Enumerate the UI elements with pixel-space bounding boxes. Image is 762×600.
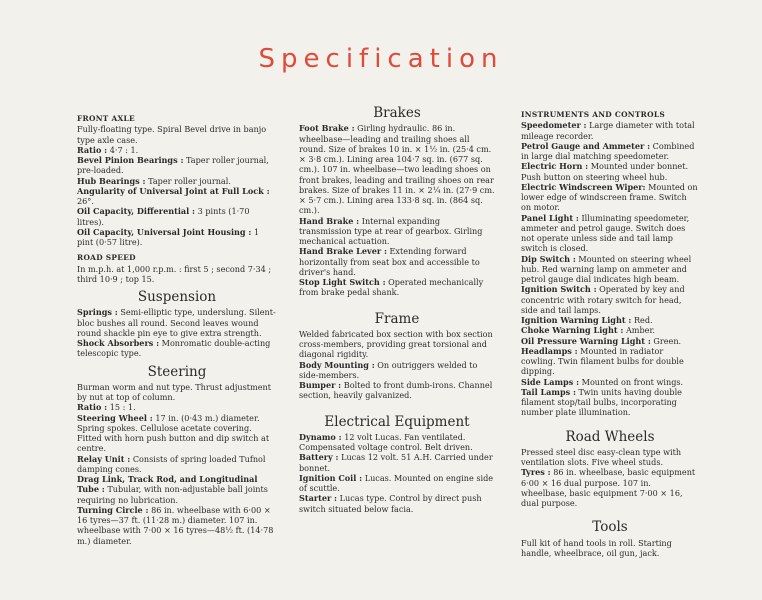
spec-term: Side Lamps : — [521, 376, 580, 387]
suspension-section — [77, 307, 277, 358]
spec-entry — [521, 254, 699, 285]
road-speed-heading: ROAD SPEED — [77, 253, 136, 263]
spec-entry — [299, 277, 495, 298]
spec-term: Dip Switch : — [521, 253, 576, 264]
spec-desc: Red. — [631, 315, 653, 325]
spec-term: Headlamps : — [521, 345, 578, 356]
instruments-section — [521, 120, 699, 417]
brakes-heading: Brakes — [373, 105, 421, 121]
spec-desc: 12 volt Lucas. Fan ventilated. Compensated voltage control. Belt driven. — [299, 431, 473, 452]
spec-term: Battery : — [299, 452, 339, 463]
spec-desc: Taper roller journal, pre-loaded. — [77, 155, 269, 176]
front-axle-section — [77, 124, 277, 247]
spec-term: Electric Windscreen Wiper: — [521, 181, 646, 192]
spec-desc: 17 in. (0·43 m.) diameter. Spring spokes. Cellulose acetate covering. Fitted with horn push button and dip switch at centre. — [77, 412, 270, 454]
spec-entry — [77, 227, 277, 248]
spec-term: Shock Absorbers : — [77, 338, 160, 348]
spec-desc: 1 pint (0·57 litre). — [77, 226, 260, 247]
spec-entry — [521, 213, 699, 254]
spec-term: Body Mounting : — [299, 359, 375, 370]
road-wheels-heading: Road Wheels — [565, 428, 655, 445]
spec-desc: Semi-elliptic type, underslung. Silent-bloc bushes all round. Second leaves wound round shackle pin eye to give extra strength. — [77, 307, 276, 338]
electrical-heading: Electrical Equipment — [324, 413, 470, 430]
spec-desc: Extending forward horizontally from seat box and accessible to driver's hand. — [299, 246, 480, 277]
steering-section — [77, 382, 277, 546]
spec-entry — [521, 325, 699, 335]
column-3 — [521, 110, 699, 558]
spec-entry — [521, 467, 699, 508]
spec-desc: Lucas type. Control by direct push switch situated below facia. — [299, 493, 482, 514]
front-axle-heading: FRONT AXLE — [77, 114, 135, 123]
spec-term: Speedometer : — [521, 120, 587, 131]
spec-entry — [299, 216, 495, 247]
spec-entry — [77, 413, 277, 454]
spec-entry — [521, 284, 699, 315]
electrical-section — [299, 432, 495, 514]
spec-desc: On outriggers welded to side-members. — [299, 359, 478, 380]
spec-entry — [299, 473, 495, 494]
spec-entry — [77, 186, 277, 207]
spec-desc: Welded fabricated box section with box section cross-members, providing great torsional and diagonal rigidity. — [299, 328, 493, 360]
spec-term: Starter : — [299, 493, 338, 504]
spec-desc: Amber. — [623, 325, 655, 336]
spec-term: Dynamo : — [299, 431, 342, 442]
spec-desc: Mounted in radiator cowling. Twin filament bulbs for double dipping. — [521, 345, 684, 377]
spec-desc: Consists of spring loaded Tufnol damping cones. — [77, 453, 266, 474]
tools-heading: Tools — [592, 519, 628, 536]
spec-entry — [77, 307, 277, 338]
spec-entry — [77, 176, 277, 186]
spec-entry — [77, 505, 277, 546]
spec-desc: Bolted to front dumb-irons. Channel section, heavily galvanized. — [299, 380, 493, 401]
spec-term: Petrol Gauge and Ammeter : — [521, 140, 651, 151]
spec-desc: Mounted under bonnet. Push button on steering wheel hub. — [521, 161, 689, 182]
spec-desc: Large diameter with total mileage recorder. — [521, 120, 695, 141]
spec-entry — [77, 124, 277, 145]
page-title: Specification — [258, 44, 504, 74]
spec-desc: 26°. — [77, 196, 94, 206]
spec-entry — [521, 120, 699, 141]
spec-entry — [299, 246, 495, 277]
spec-entry — [521, 447, 699, 468]
spec-desc: 15 : 1. — [107, 402, 136, 413]
spec-term: Angularity of Universal Joint at Full Lock : — [77, 185, 270, 196]
spec-term: Hand Brake : — [299, 215, 360, 226]
spec-term: Drag Link, Track Rod, and Longitudinal Tube : — [77, 474, 258, 495]
spec-term: Steering Wheel : — [77, 412, 153, 423]
road-speed-text: In m.p.h. at 1,000 r.p.m. : first 5 ; second 7·34 ; third 10·9 ; top 15. — [77, 263, 272, 284]
spec-desc: 86 in. wheelbase, basic equipment 6·00 × 16 dual purpose. 107 in. wheelbase, basic equipment 7·00 × 16, dual purpose. — [521, 467, 696, 508]
spec-term: Ignition Switch : — [521, 284, 597, 295]
spec-entry — [521, 315, 699, 325]
spec-desc: Mounted on lower edge of windscreen frame. Switch on motor. — [521, 181, 698, 213]
spec-desc: Girling hydraulic. 86 in. wheelbase—leading and trailing shoes all round. Size of brakes 10 in. × 1½ in. (25·4 cm. × 3·8 cm.). Lining area 104·7 sq. in. (677 sq. cm.). 107 in. wheelbase—two leading shoes on front brakes, leading and trailing shoes on rear brakes. Size of brakes 11 in. × 2¼ in. (27·9 cm. × 5·7 cm.). Lining area 133·8 sq. in. (864 sq. cm.). — [299, 123, 495, 216]
spec-desc: Internal expanding transmission type at rear of gearbox. Girling mechanical actuation. — [299, 215, 483, 246]
spec-desc: Fully-floating type. Spiral Bevel drive in banjo type axle case. — [77, 124, 267, 145]
spec-entry — [521, 141, 699, 162]
spec-entry — [77, 155, 277, 176]
spec-term: Ratio : — [77, 402, 108, 413]
spec-desc: Twin units having double filament stop/tail bulbs, incorporating number plate illumination. — [521, 386, 682, 418]
instruments-heading: INSTRUMENTS AND CONTROLS — [521, 110, 665, 119]
spec-entry — [521, 346, 699, 377]
spec-term: Hand Brake Lever : — [299, 246, 387, 257]
spec-term: Bevel Pinion Bearings : — [77, 155, 184, 165]
spec-desc: Illuminating speedometer, ammeter and petrol gauge. Switch does not operate unless side and tail lamp switch is closed. — [521, 212, 690, 254]
spec-term: Bumper : — [299, 380, 342, 390]
spec-term: Panel Light : — [521, 212, 579, 223]
column-1 — [77, 114, 277, 546]
road-wheels-section — [521, 447, 699, 509]
spec-term: Springs : — [77, 307, 118, 318]
spec-entry — [521, 336, 699, 346]
spec-desc: Monromatic double-acting telescopic type. — [77, 338, 271, 359]
spec-entry — [299, 329, 495, 360]
spec-term: Tail Lamps : — [521, 386, 576, 397]
spec-term: Stop Light Switch : — [299, 277, 386, 287]
spec-entry — [299, 432, 495, 453]
spec-desc: Tubular, with non-adjustable ball joints requiring no lubrication. — [77, 484, 268, 505]
spec-desc: 3 pints (1·70 litres). — [77, 206, 250, 227]
spec-entry — [77, 382, 277, 403]
spec-entry — [299, 493, 495, 514]
spec-entry — [299, 452, 495, 473]
spec-entry — [521, 377, 699, 387]
spec-desc: Operated mechanically from brake pedal shank. — [299, 277, 484, 298]
spec-term: Oil Capacity, Differential : — [77, 206, 196, 217]
spec-term: Tyres : — [521, 467, 551, 478]
spec-desc: Mounted on steering wheel hub. Red warning lamp on ammeter and petrol gauge dial indicates high beam. — [521, 253, 692, 284]
column-2 — [299, 105, 495, 514]
spec-desc: Green. — [650, 335, 682, 346]
spec-desc: Mounted on front wings. — [579, 376, 684, 387]
spec-desc: Lucas. Mounted on engine side of scuttle. — [299, 472, 494, 493]
spec-entry — [299, 123, 495, 215]
spec-entry — [77, 338, 277, 359]
spec-term: Oil Capacity, Universal Joint Housing : — [77, 226, 252, 237]
spec-term: Ignition Coil : — [299, 472, 363, 483]
brakes-section — [299, 123, 495, 297]
frame-heading: Frame — [374, 310, 420, 327]
spec-term: Oil Pressure Warning Light : — [521, 335, 651, 346]
frame-section — [299, 329, 495, 401]
spec-term: Ratio : — [77, 144, 108, 155]
spec-entry — [77, 402, 277, 412]
spec-term: Choke Warning Light : — [521, 325, 624, 336]
spec-entry — [521, 387, 699, 418]
spec-entry — [77, 474, 277, 505]
spec-term: Turning Circle : — [77, 504, 149, 515]
spec-entry — [77, 206, 277, 227]
spec-entry — [299, 360, 495, 381]
spec-entry — [521, 161, 699, 182]
suspension-heading: Suspension — [137, 289, 217, 305]
spec-entry — [77, 454, 277, 475]
spec-desc: 86 in. wheelbase with 6·00 × 16 tyres—37 ft. (11·28 m.) diameter. 107 in. wheelbase with 7·00 × 16 tyres—48½ ft. (14·78 m.) diameter. — [77, 504, 274, 546]
spec-term: Hub Bearings : — [77, 175, 146, 186]
tools-text: Full kit of hand tools in roll. Starting handle, wheelbrace, oil gun, jack. — [521, 537, 672, 558]
spec-entry — [77, 145, 277, 155]
spec-term: Relay Unit : — [77, 453, 131, 464]
spec-entry — [299, 380, 495, 401]
spec-desc: Burman worm and nut type. Thrust adjustment by nut at top of column. — [77, 381, 271, 402]
spec-term: Foot Brake : — [299, 123, 355, 134]
spec-desc: Taper roller journal. — [145, 175, 231, 186]
spec-desc: 4·7 : 1. — [107, 144, 139, 155]
spec-term: Electric Horn : — [521, 161, 589, 172]
spec-desc: Lucas 12 volt. 51 A.H. Carried under bonnet. — [299, 452, 493, 473]
steering-heading: Steering — [147, 363, 207, 380]
spec-desc: Combined in large dial matching speedometer. — [521, 140, 695, 161]
spec-desc: Pressed steel disc easy-clean type with ventilation slots. Five wheel studs. — [521, 446, 682, 467]
spec-entry — [521, 182, 699, 213]
spec-desc: Operated by key and concentric with rotary switch for head, side and tail lamps. — [521, 284, 685, 315]
spec-term: Ignition Warning Light : — [521, 315, 632, 325]
